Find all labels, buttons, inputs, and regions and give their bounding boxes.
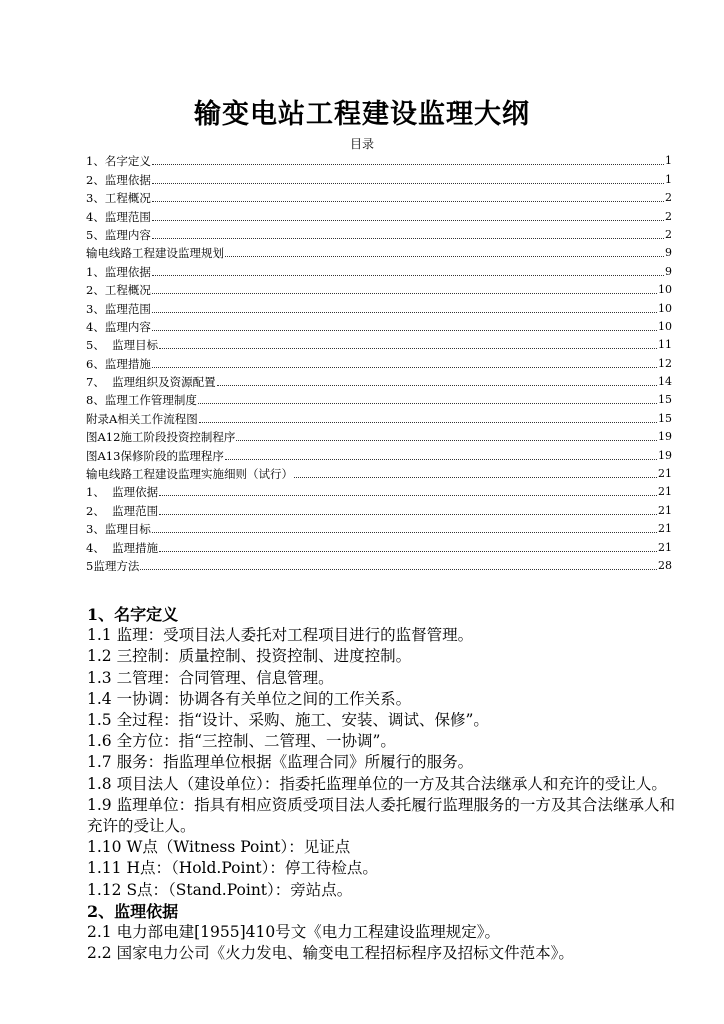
toc-entry-page: 21 [658,522,672,536]
section-heading: 2、监理依据 [87,901,179,921]
toc-leader-dots [152,163,664,165]
toc-entry[interactable] [86,518,672,536]
toc-leader-dots [225,458,657,460]
toc-entry[interactable] [86,242,672,260]
toc-heading: 目录 [349,137,374,151]
paragraph: 1.3 二管理：合同管理、信息管理。 [87,668,334,687]
toc-entry[interactable] [86,334,672,352]
paragraph: 1.7 服务：指监理单位根据《监理合同》所履行的服务。 [87,753,474,772]
toc-entry-label: 4、监理范围 [86,209,151,224]
toc-entry-page: 28 [658,558,672,572]
document-body [87,604,675,964]
toc-entry-page: 21 [658,485,672,499]
toc-leader-dots [159,550,657,552]
toc-entry-page: 11 [658,338,672,352]
toc-entry-page: 14 [658,375,672,389]
paragraph: 2.1 电力部电建[1955]410号文《电力工程建设监理规定》。 [87,923,500,942]
paragraph: 1.10 W点（Witness Point）：见证点 [87,838,351,857]
toc-entry-page: 9 [665,246,672,260]
toc-entry-label: 1、名字定义 [86,154,151,169]
toc-entry-label: 3、监理范围 [86,301,151,316]
toc-entry[interactable] [86,168,672,186]
toc-entry-label: 输电线路工程建设监理规划 [86,246,224,261]
toc-entry-page: 2 [665,191,672,205]
toc-entry-label: 5、监理内容 [86,227,151,242]
paragraph: 1.11 H点：（Hold.Point）：停工待检点。 [87,859,378,878]
toc-entry-label: 附录A相关工作流程图 [86,411,198,426]
toc-entry[interactable] [86,352,672,370]
toc-leader-dots [152,219,664,221]
paragraph: 1.9 监理单位：指具有相应资质受项目法人委托履行监理服务的一方及其合法继承人和充许的受让人。 [87,795,675,836]
toc-entry-label: 图A13保修阶段的监理程序 [86,448,224,463]
toc-entry-label: 1、监理依据 [86,264,151,279]
paragraph: 1.8 项目法人（建设单位）：指委托监理单位的一方及其合法继承人和充许的受让人。 [87,774,667,793]
toc-entry-page: 9 [665,264,672,278]
toc-entry-page: 10 [658,283,672,297]
toc-entry-page: 21 [658,540,672,554]
toc-entry-page: 21 [658,467,672,481]
toc-entry-page: 12 [658,356,672,370]
toc-entry-page: 19 [658,448,672,462]
toc-entry-label: 4、监理内容 [86,319,151,334]
toc-entry[interactable] [86,260,672,278]
toc-entry[interactable] [86,555,672,573]
toc-leader-dots [152,274,664,276]
toc-entry-page: 19 [658,430,672,444]
toc-entry[interactable] [86,371,672,389]
toc-entry[interactable] [86,279,672,297]
toc-leader-dots [152,311,657,313]
toc-leader-dots [217,384,657,386]
toc-entry[interactable] [86,224,672,242]
toc-leader-dots [152,366,657,368]
toc-entry-page: 15 [658,393,672,407]
toc-entry-page: 1 [665,172,672,186]
document-title: 输变电站工程建设监理大纲 [194,99,530,130]
toc-entry-label: 5监理方法 [86,558,140,573]
toc-leader-dots [159,513,657,515]
toc-entry-label: 2、工程概况 [86,283,151,298]
toc-entry-page: 10 [658,301,672,315]
paragraph: 2.2 国家电力公司《火力发电、输变电工程招标程序及招标文件范本》。 [87,944,574,963]
toc-entry-label: 8、监理工作管理制度 [86,393,197,408]
toc-entry-label: 7、 监理组织及资源配置 [86,375,216,390]
toc-entry-page: 1 [665,154,672,168]
toc-entry-label: 4、 监理措施 [86,540,159,555]
toc-entry[interactable] [86,297,672,315]
toc-entry-label: 图A12施工阶段投资控制程序 [86,430,236,445]
toc-entry[interactable] [86,407,672,425]
toc-entry-label: 3、工程概况 [86,191,151,206]
toc-entry-page: 2 [665,209,672,223]
toc-entry[interactable] [86,536,672,554]
toc-leader-dots [152,237,664,239]
toc-entry[interactable] [86,150,672,168]
toc-leader-dots [152,329,657,331]
toc-entry[interactable] [86,444,672,462]
toc-leader-dots [236,439,657,441]
toc-entry-label: 2、 监理范围 [86,503,159,518]
toc-entry-label: 1、 监理依据 [86,485,159,500]
paragraph: 1.6 全方位：指“三控制、二管理、一协调”。 [87,732,396,751]
section-1-content [87,625,675,901]
toc-leader-dots [152,531,657,533]
toc-leader-dots [152,182,664,184]
toc-entry-label: 2、监理依据 [86,172,151,187]
toc-entry[interactable] [86,499,672,517]
paragraph: 1.1 监理：受项目法人委托对工程项目进行的监督管理。 [87,626,474,645]
toc-entry-page: 15 [658,411,672,425]
toc-entry-page: 21 [658,503,672,517]
toc-leader-dots [159,347,657,349]
toc-leader-dots [198,402,657,404]
section-heading: 1、名字定义 [87,605,179,624]
toc-leader-dots [152,292,657,294]
toc-entry[interactable] [86,205,672,223]
table-of-contents [86,150,672,573]
toc-entry-label: 3、监理目标 [86,522,151,537]
toc-leader-dots [225,255,664,257]
paragraph: 1.2 三控制：质量控制、投资控制、进度控制。 [87,647,412,666]
toc-leader-dots [159,494,657,496]
toc-entry[interactable] [86,316,672,334]
paragraph: 1.5 全过程：指“设计、采购、施工、安装、调试、保修”。 [87,711,489,730]
toc-leader-dots [199,421,657,423]
toc-entry-page: 10 [658,319,672,333]
toc-entry[interactable] [86,481,672,499]
toc-entry-label: 6、监理措施 [86,356,151,371]
toc-entry-label: 5、 监理目标 [86,338,159,353]
toc-entry[interactable] [86,187,672,205]
toc-entry-label: 输电线路工程建设监理实施细则（试行） [86,467,293,482]
toc-leader-dots [152,200,664,202]
section-2-content [87,922,675,964]
toc-entry[interactable] [86,389,672,407]
toc-entry[interactable] [86,463,672,481]
paragraph: 1.4 一协调：协调各有关单位之间的工作关系。 [87,689,412,708]
toc-leader-dots [140,568,657,570]
toc-leader-dots [294,476,657,478]
toc-entry-page: 2 [665,227,672,241]
paragraph: 1.12 S点：（Stand.Point）：旁站点。 [87,880,353,899]
toc-entry[interactable] [86,426,672,444]
